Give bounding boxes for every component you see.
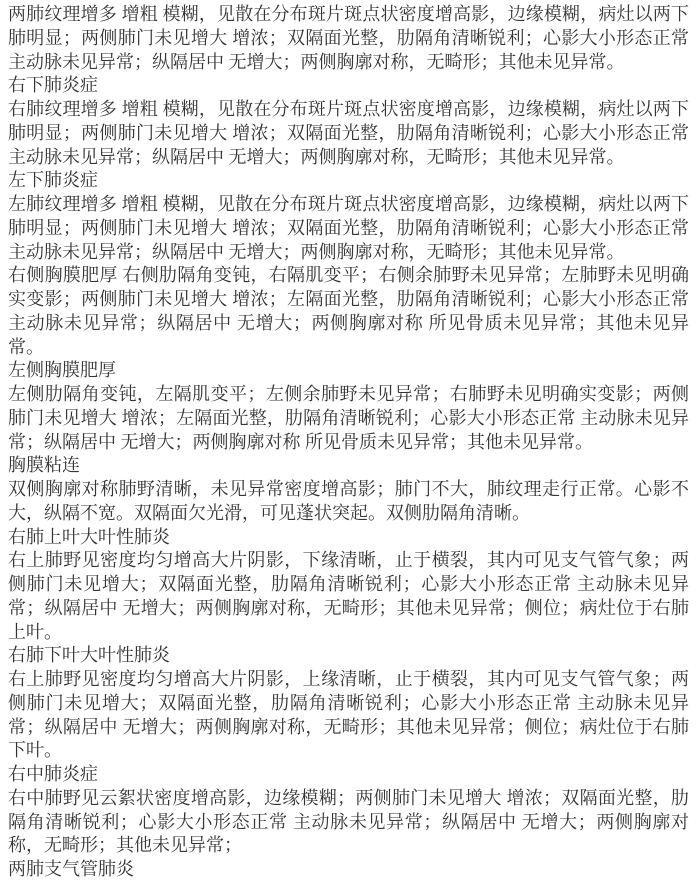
paragraph-left-pleural-thickening: 左侧肋隔角变钝，左隔肌变平；左侧余肺野未见异常；右肺野未见明确实变影；两侧肺门未见增大 增浓；左隔面光整，肋隔角清晰锐利；心影大小形态正常 主动脉未见异常；纵隔居中 无增大；两侧胸廓对称 所见骨质未见异常；其他未见异常。: [8, 384, 689, 452]
section-title-pleural-adhesion: 胸膜粘连: [8, 455, 80, 476]
paragraph-right-upper-lobar-pneumonia: 右上肺野见密度均匀增高大片阴影，下缘清晰，止于横裂，其内可见支气管气象；两侧肺门未见增大；双隔面光整，肋隔角清晰锐利；心影大小形态正常 主动脉未见异常；纵隔居中 无增大；两侧胸廓对称，无畸形；其他未见异常；侧位；病灶位于右肺上叶。: [8, 550, 689, 642]
paragraph-pleural-adhesion: 双侧胸廓对称肺野清晰，未见异常密度增高影；肺门不大，肺纹理走行正常。心影不大，纵隔不宽。双隔面欠光滑，可见蓬状突起。双侧肋隔角清晰。: [8, 479, 689, 523]
section-title-right-middle-pneumonia: 右中肺炎症: [8, 764, 98, 784]
paragraph-right-lower-lobar-pneumonia: 右上肺野见密度均匀增高大片阴影，上缘清晰，止于横裂，其内可见支气管气象；两侧肺门未见增大；双隔面光整，肋隔角清晰锐利；心影大小形态正常 主动脉未见异常；纵隔居中 无增大；两侧胸廓对称，无畸形；其他未见异常；侧位；病灶位于右肺下叶。: [8, 669, 689, 761]
section-title-left-pleural-thickening: 左侧胸膜肥厚: [8, 360, 116, 381]
paragraph-right-pleural-thickening: 右侧胸膜肥厚 右侧肋隔角变钝，右隔肌变平；右侧余肺野未见异常；左肺野未见明确实变影；两侧肺门未见增大 增浓；左隔面光整，肋隔角清晰锐利；心影大小形态正常 主动脉未见异常；纵隔居中 无增大；两侧胸廓对称 所见骨质未见异常；其他未见异常。: [8, 265, 689, 357]
paragraph-bilateral-lower-pneumonia: 两肺纹理增多 增粗 模糊，见散在分布斑片斑点状密度增高影，边缘模糊，病灶以两下肺明显；两侧肺门未见增大 增浓；双隔面光整，肋隔角清晰锐利；心影大小形态正常 主动脉未见异常；纵隔居中 无增大；两侧胸廓对称，无畸形；其他未见异常。: [8, 4, 689, 72]
paragraph-left-lower-pneumonia: 左肺纹理增多 增粗 模糊，见散在分布斑片斑点状密度增高影，边缘模糊，病灶以两下肺明显；两侧肺门未见增大 增浓；双隔面光整，肋隔角清晰锐利；心影大小形态正常 主动脉未见异常；纵隔居中 无增大；两侧胸廓对称，无畸形；其他未见异常。: [8, 194, 689, 262]
section-title-right-upper-lobar-pneumonia: 右肺上叶大叶性肺炎: [8, 526, 170, 547]
section-title-left-lower-pneumonia: 左下肺炎症: [8, 170, 98, 191]
section-title-right-lower-lobar-pneumonia: 右肺下叶大叶性肺炎: [8, 645, 170, 666]
paragraph-right-lower-pneumonia: 右肺纹理增多 增粗 模糊，见散在分布斑片斑点状密度增高影，边缘模糊，病灶以两下肺明显；两侧肺门未见增大 增浓；双隔面光整，肋隔角清晰锐利；心影大小形态正常 主动脉未见异常；纵隔居中 无增大；两侧胸廓对称，无畸形；其他未见异常。: [8, 99, 689, 167]
section-title-bilateral-bronchopneumonia: 两肺支气管肺炎: [8, 859, 134, 879]
section-title-right-lower-pneumonia: 右下肺炎症: [8, 75, 98, 96]
paragraph-right-middle-pneumonia: 右中肺野见云絮状密度增高影，边缘模糊；两侧肺门未见增大 增浓；双隔面光整，肋隔角清晰锐利；心影大小形态正常 主动脉未见异常；纵隔居中 无增大；两侧胸廓对称，无畸形；其他未见异常；: [8, 787, 689, 856]
